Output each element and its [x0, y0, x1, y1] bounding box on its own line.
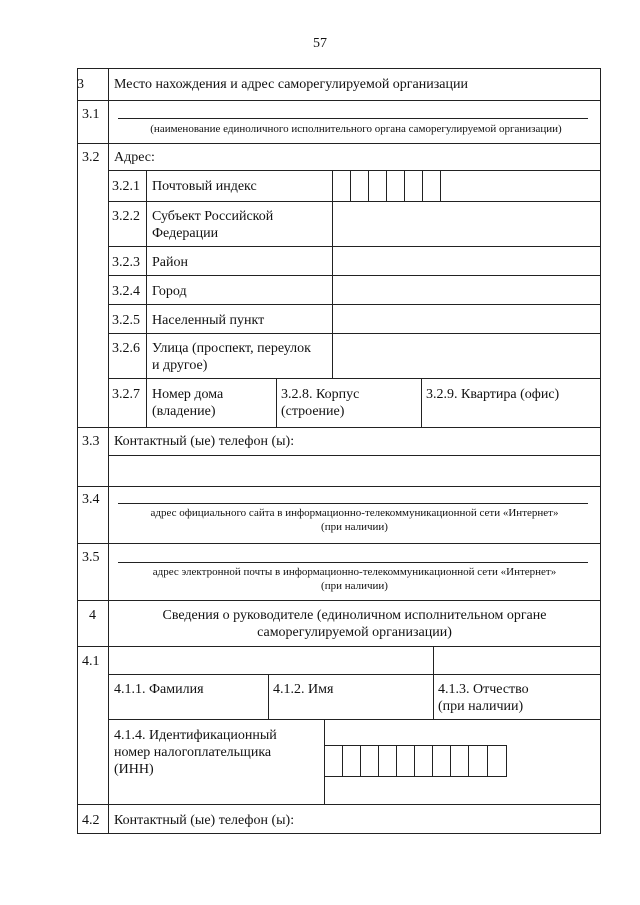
district-field[interactable]	[333, 247, 600, 275]
website-field[interactable]	[118, 488, 588, 503]
section-3-title: Место нахождения и адрес саморегулируемой организации	[114, 77, 468, 92]
section-4-title-line1: Сведения о руководителе (единоличном исполнительном органе	[162, 608, 547, 623]
row-3-4-caption-line1: адрес официального сайта в информационно-телекоммуникационной сети «Интернет»	[150, 507, 559, 519]
settlement-field[interactable]	[333, 305, 600, 333]
settlement-label: Населенный пункт	[152, 313, 265, 328]
section-4-title-line2: саморегулируемой организации)	[257, 625, 452, 640]
street-label-line1: Улица (проспект, переулок	[152, 341, 311, 356]
inn-label-line2: номер налогоплательщика	[114, 745, 272, 760]
house-label-line1: Номер дома	[152, 387, 224, 402]
settlement-number: 3.2.5	[112, 313, 140, 328]
inn-input[interactable]	[325, 746, 506, 776]
city-number: 3.2.4	[112, 284, 140, 299]
subject-label-line2: Федерации	[152, 226, 219, 241]
house-label-line2: (владение)	[152, 404, 216, 419]
district-label: Район	[152, 255, 188, 270]
apartment-label: 3.2.9. Квартира (офис)	[426, 387, 560, 402]
street-label-line2: и другое)	[152, 358, 208, 373]
city-field[interactable]	[333, 276, 600, 304]
postal-number: 3.2.1	[112, 179, 140, 194]
street-field[interactable]	[333, 334, 600, 378]
row-3-5-caption-line2: (при наличии)	[321, 580, 388, 592]
district-number: 3.2.3	[112, 255, 140, 270]
phone-field-3-3[interactable]	[109, 456, 600, 486]
section-4-number: 4	[89, 608, 96, 623]
patronymic-label-line1: 4.1.3. Отчество	[438, 682, 529, 697]
patronymic-label-line2: (при наличии)	[438, 699, 524, 714]
row-3-2-number: 3.2	[82, 150, 100, 165]
row-4-2-number: 4.2	[82, 813, 100, 828]
street-number: 3.2.6	[112, 341, 140, 356]
surname-label: 4.1.1. Фамилия	[114, 682, 204, 697]
row-4-2-label: Контактный (ые) телефон (ы):	[114, 813, 295, 828]
building-label-line2: (строение)	[281, 404, 345, 419]
name-label: 4.1.2. Имя	[273, 682, 334, 697]
subject-number: 3.2.2	[112, 209, 140, 224]
surname-name-field[interactable]	[109, 647, 433, 674]
section-3-number: 3	[77, 77, 84, 92]
page-number: 57	[313, 36, 327, 51]
row-3-1-caption: (наименование единоличного исполнительного органа саморегулируемой организации)	[150, 123, 562, 135]
postal-label: Почтовый индекс	[152, 179, 257, 194]
city-label: Город	[152, 284, 187, 299]
row-3-5-caption-line1: адрес электронной почты в информационно-телекоммуникационной сети «Интернет»	[152, 566, 557, 578]
inn-label-line3: (ИНН)	[114, 762, 154, 777]
row-3-2-label: Адрес:	[114, 150, 155, 165]
row-4-1-number: 4.1	[82, 654, 100, 669]
subject-label-line1: Субъект Российской	[152, 209, 274, 224]
row-3-4-caption-line2: (при наличии)	[321, 521, 388, 533]
subject-field[interactable]	[333, 202, 600, 246]
row-3-5-number: 3.5	[82, 550, 100, 565]
row-3-3-number: 3.3	[82, 434, 100, 449]
row-3-1-number: 3.1	[82, 107, 100, 122]
row-3-4-number: 3.4	[82, 492, 100, 507]
house-number: 3.2.7	[112, 387, 140, 402]
email-field[interactable]	[118, 546, 588, 562]
patronymic-field[interactable]	[434, 647, 600, 674]
postal-index-input[interactable]	[333, 171, 440, 201]
inn-label-line1: 4.1.4. Идентификационный	[114, 728, 277, 743]
building-label-line1: 3.2.8. Корпус	[281, 387, 360, 402]
row-3-3-label: Контактный (ые) телефон (ы):	[114, 434, 295, 449]
